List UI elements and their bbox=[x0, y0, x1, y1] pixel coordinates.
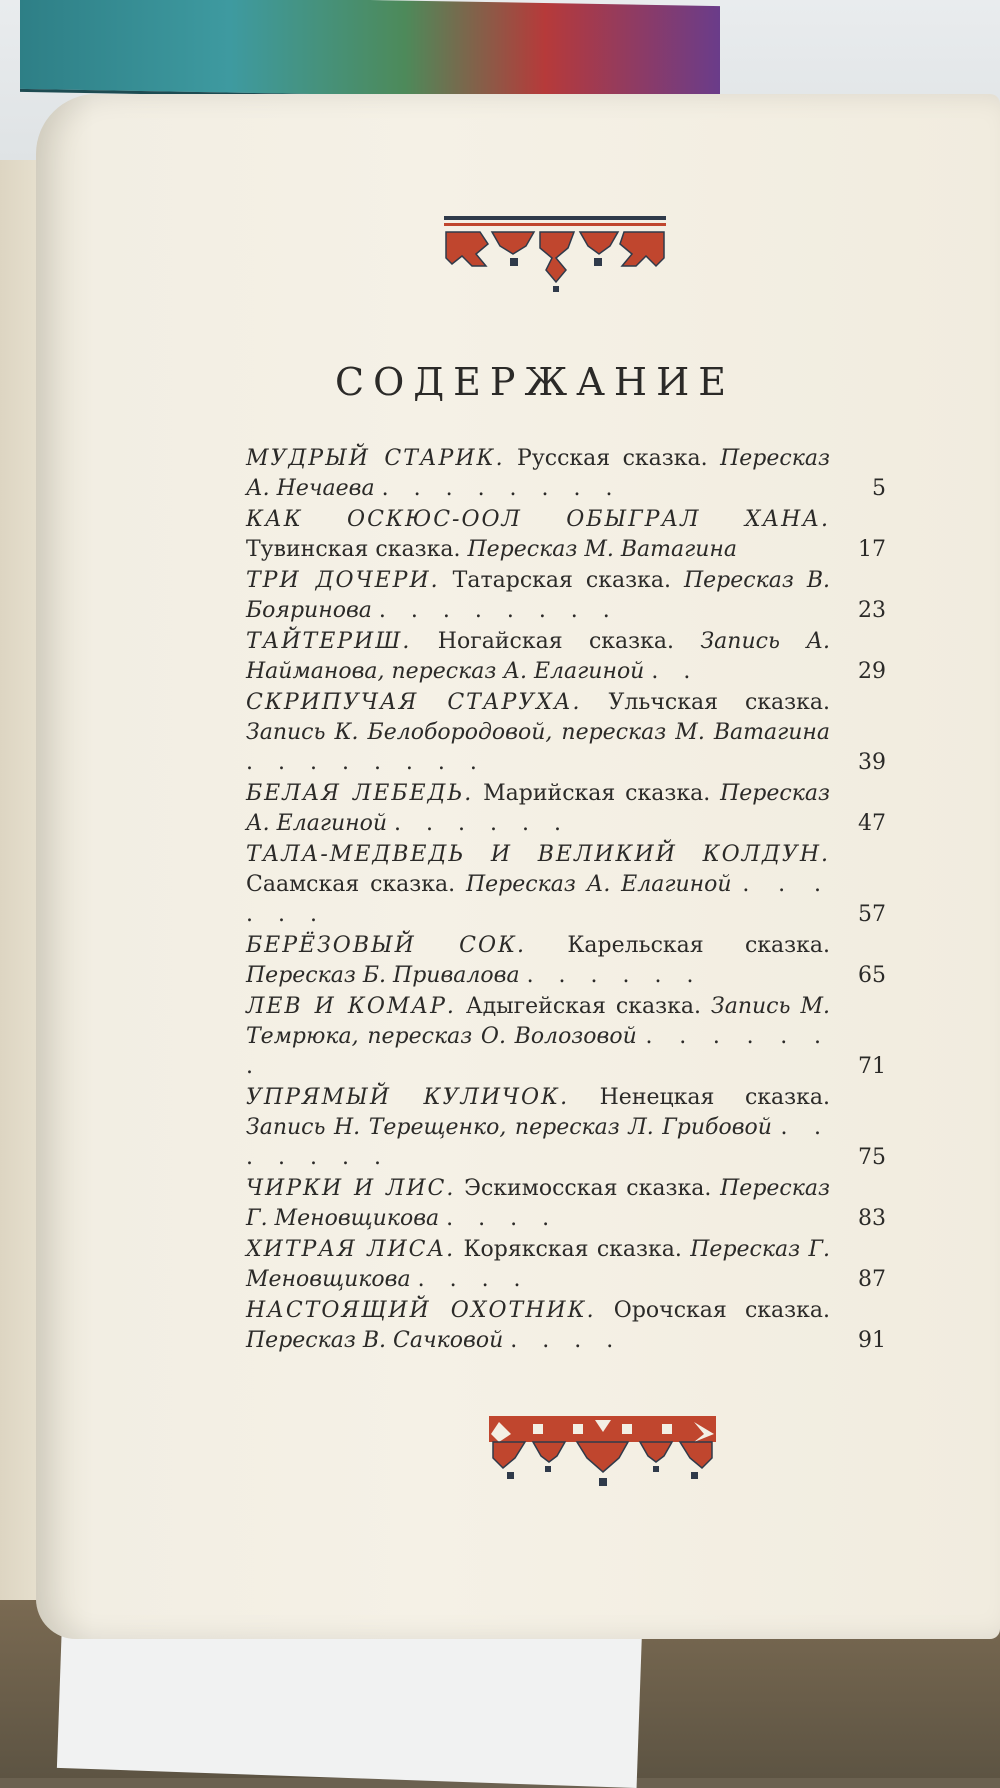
story-type: Русская сказка. bbox=[517, 446, 708, 471]
story-title: ЧИРКИ И ЛИС. bbox=[246, 1176, 456, 1201]
page-number: 65 bbox=[858, 963, 886, 988]
toc-entry bbox=[246, 840, 886, 930]
story-credit: Запись А. Найманова, пересказ А. Елагиной bbox=[246, 629, 831, 684]
toc-entry bbox=[246, 779, 886, 839]
dot-leader: . . . . bbox=[510, 1328, 623, 1353]
story-type: Татарская сказка. bbox=[452, 568, 671, 593]
story-credit: Запись М. Темрюка, пересказ О. Волозовой bbox=[246, 994, 831, 1049]
page-number: 83 bbox=[858, 1206, 886, 1231]
story-type: Марийская сказка. bbox=[483, 781, 711, 806]
story-credit: Пересказ М. Ватагина bbox=[467, 537, 737, 562]
story-type: Ногайская сказка. bbox=[437, 629, 675, 654]
toc-entry bbox=[246, 992, 886, 1082]
toc-entry bbox=[246, 444, 886, 504]
story-credit: Пересказ А. Елагиной bbox=[465, 872, 732, 897]
dot-leader: . . . . . . . bbox=[246, 1024, 830, 1079]
dot-leader: . . . . bbox=[446, 1206, 559, 1231]
background-book-cover bbox=[20, 0, 720, 104]
toc-entry bbox=[246, 1174, 886, 1234]
story-type: Ульчская сказка. bbox=[608, 690, 830, 715]
story-type: Карельская сказка. bbox=[567, 933, 831, 958]
dot-leader: . . . . . . bbox=[394, 811, 570, 836]
ornament-bottom-icon bbox=[485, 1412, 720, 1492]
story-title: КАК ОСКЮС-ООЛ ОБЫГРАЛ ХАНА. bbox=[246, 507, 830, 532]
table-of-contents bbox=[246, 444, 886, 1357]
story-credit: Пересказ А. Нечаева bbox=[246, 446, 830, 501]
story-title: МУДРЫЙ СТАРИК. bbox=[246, 446, 505, 471]
story-credit: Пересказ В. Сачковой bbox=[246, 1328, 504, 1353]
toc-entry bbox=[246, 1083, 886, 1173]
page-number: 91 bbox=[858, 1328, 886, 1353]
story-credit: Пересказ А. Елагиной bbox=[246, 781, 830, 836]
dot-leader: . . . . . . bbox=[526, 963, 703, 988]
dot-leader: . . . . . . . bbox=[246, 1115, 830, 1170]
page-number: 47 bbox=[858, 811, 886, 836]
page-number: 29 bbox=[858, 659, 886, 684]
page-number: 17 bbox=[858, 537, 886, 562]
page-number: 75 bbox=[858, 1145, 886, 1170]
page-number: 57 bbox=[858, 902, 886, 927]
story-title: УПРЯМЫЙ КУЛИЧОК. bbox=[246, 1085, 570, 1110]
ornament-top-icon bbox=[440, 210, 670, 300]
story-credit: Пересказ Г. Меновщикова bbox=[246, 1237, 831, 1292]
page-title: СОДЕРЖАНИЕ bbox=[335, 360, 735, 404]
dot-leader: . . . . . . . . bbox=[246, 750, 486, 775]
page-number: 71 bbox=[858, 1054, 886, 1079]
dot-leader: . . . . . . . . bbox=[381, 476, 622, 501]
story-credit: Пересказ В. Бояринова bbox=[246, 568, 831, 623]
dot-leader: . . . . . . . . bbox=[378, 598, 619, 623]
page-number: 23 bbox=[858, 598, 886, 623]
story-type: Корякская сказка. bbox=[463, 1237, 682, 1262]
story-credit: Пересказ Б. Привалова bbox=[246, 963, 520, 988]
dot-leader: . . . . . . bbox=[246, 872, 830, 927]
story-title: ТАЛА-МЕДВЕДЬ И ВЕЛИКИЙ КОЛДУН. bbox=[246, 842, 830, 867]
toc-entry bbox=[246, 931, 886, 991]
toc-entry bbox=[246, 505, 886, 565]
story-title: БЕЛАЯ ЛЕБЕДЬ. bbox=[246, 781, 474, 806]
page-number: 39 bbox=[858, 750, 886, 775]
story-type: Адыгейская сказка. bbox=[465, 994, 701, 1019]
story-title: БЕРЁЗОВЫЙ СОК. bbox=[246, 933, 527, 958]
story-title: СКРИПУЧАЯ СТАРУХА. bbox=[246, 690, 582, 715]
toc-entry bbox=[246, 1296, 886, 1356]
toc-entry bbox=[246, 688, 886, 778]
story-title: НАСТОЯЩИЙ ОХОТНИК. bbox=[246, 1298, 596, 1323]
story-type: Ненецкая сказка. bbox=[599, 1085, 830, 1110]
story-type: Саамская сказка. bbox=[246, 872, 456, 897]
dot-leader: . . bbox=[651, 659, 700, 684]
story-title: ХИТРАЯ ЛИСА. bbox=[246, 1237, 456, 1262]
story-credit: Запись К. Белобородовой, пересказ М. Ватагина bbox=[246, 720, 830, 745]
page-number: 87 bbox=[858, 1267, 886, 1292]
dot-leader: . . . . bbox=[417, 1267, 530, 1292]
page-number: 5 bbox=[872, 476, 886, 501]
story-title: ТРИ ДОЧЕРИ. bbox=[246, 568, 440, 593]
toc-entry bbox=[246, 1235, 886, 1295]
toc-entry bbox=[246, 627, 886, 687]
story-type: Орочская сказка. bbox=[613, 1298, 830, 1323]
toc-entry bbox=[246, 566, 886, 626]
story-credit: Запись Н. Терещенко, пересказ Л. Грибовой bbox=[246, 1115, 772, 1140]
story-title: ЛЕВ И КОМАР. bbox=[246, 994, 456, 1019]
story-credit: Пересказ Г. Меновщикова bbox=[246, 1176, 830, 1231]
story-type: Тувинская сказка. bbox=[246, 537, 461, 562]
story-type: Эскимосская сказка. bbox=[464, 1176, 712, 1201]
story-title: ТАЙТЕРИШ. bbox=[246, 629, 412, 654]
